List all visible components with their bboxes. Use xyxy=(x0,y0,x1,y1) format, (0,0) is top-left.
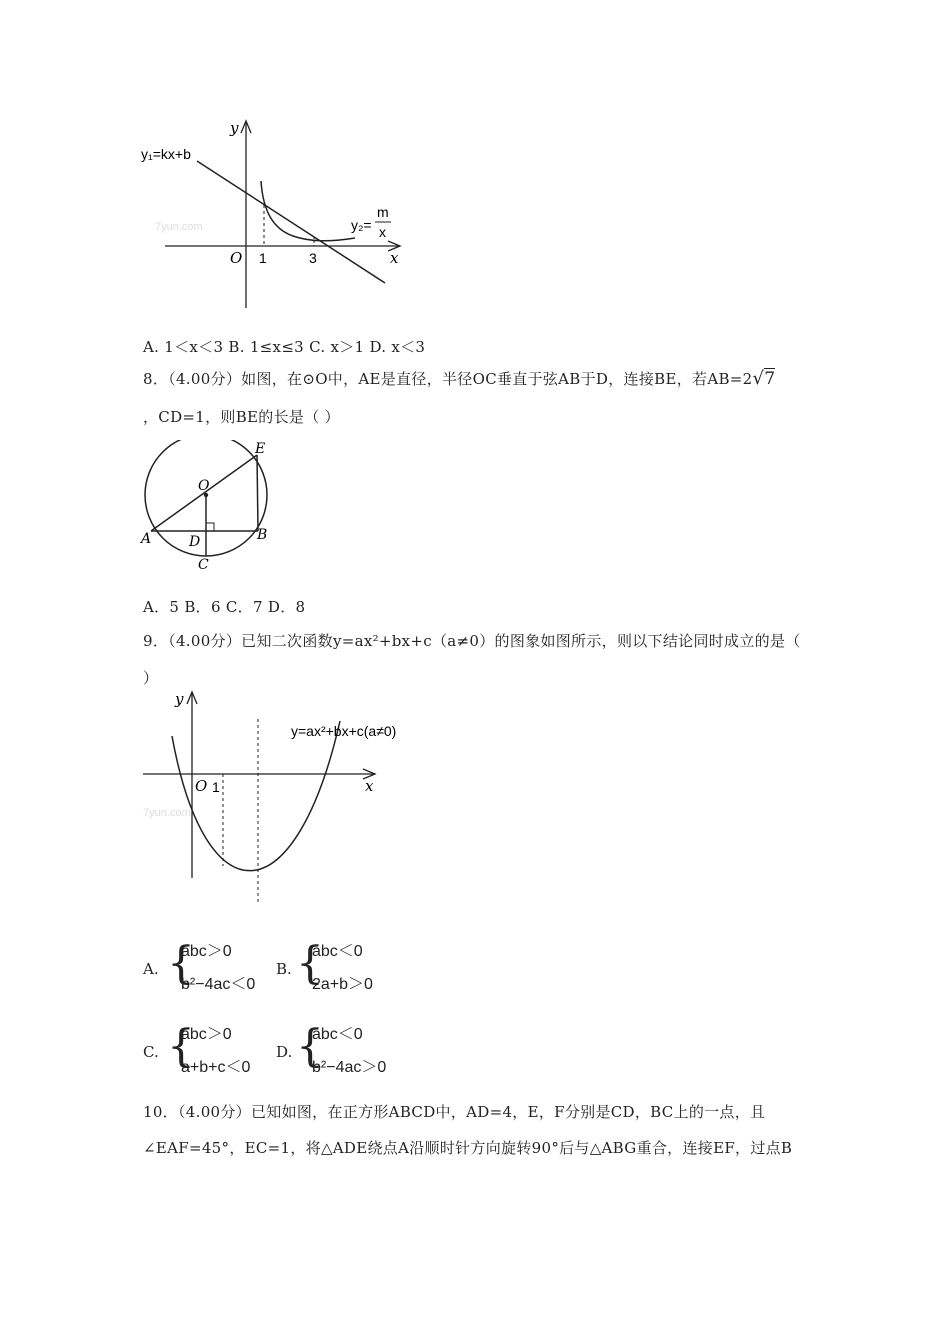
origin-label: O xyxy=(230,249,243,267)
parabola xyxy=(172,721,340,871)
label-d: D xyxy=(189,534,201,550)
tick-3-label: 3 xyxy=(309,250,317,266)
option-label: D. xyxy=(276,1043,293,1061)
brace-icon: { xyxy=(296,1021,324,1072)
option-row2: b²−4ac＜0 xyxy=(181,976,256,993)
brace-icon: { xyxy=(167,1021,195,1072)
brace-icon: { xyxy=(167,938,195,989)
label-b: B xyxy=(257,527,268,543)
curve-label: y=ax²+bx+c(a≠0) xyxy=(291,723,397,739)
q7-options: A. 1＜x＜3 B. 1≤x≤3 C. x＞1 D. x＜3 xyxy=(143,338,426,356)
option-label: A. xyxy=(143,960,159,978)
q7-figure xyxy=(135,115,415,315)
label-e: E xyxy=(255,441,266,457)
label-o: O xyxy=(198,478,210,494)
y-axis-label: y xyxy=(175,690,184,708)
option-row1: abc＜0 xyxy=(312,1026,363,1043)
watermark: 7yun.com xyxy=(143,807,191,819)
q10-stem-line2: ∠EAF=45°，EC=1，将△ADE绕点A沿顺时针方向旋转90°后与△ABG重合，连接EF，过点B xyxy=(143,1139,793,1157)
option-row1: abc＜0 xyxy=(312,943,363,960)
q8-stem-line1 xyxy=(143,368,775,389)
q9-figure xyxy=(135,688,405,908)
y-axis-label: y xyxy=(230,119,239,137)
label-a: A xyxy=(141,531,152,547)
curve-y2-label: y₂= xyxy=(351,217,372,233)
q9-option-a xyxy=(143,938,283,998)
brace-icon: { xyxy=(296,938,324,989)
curve-y2-denominator: x xyxy=(379,224,386,240)
option-row2: b²−4ac＞0 xyxy=(312,1059,387,1076)
label-c: C xyxy=(198,557,209,573)
option-label: B. xyxy=(276,960,292,978)
q8-stem-line2: ，CD=1，则BE的长是（ ） xyxy=(143,408,340,426)
q8-stem-text: 8．（4.00分）如图，在⊙O中，AE是直径，半径OC垂直于弦AB于D，连接BE，若AB=2 xyxy=(143,370,753,388)
q10-stem-line1: 10．（4.00分）已知如图，在正方形ABCD中，AD=4，E，F分别是CD，BC上的一点，且 xyxy=(143,1103,766,1121)
option-row1: abc＞0 xyxy=(181,1026,232,1043)
sqrt-value: 7 xyxy=(764,369,776,389)
curve-y2-numerator: m xyxy=(377,204,389,220)
tick-1-label: 1 xyxy=(259,250,267,266)
x-axis-label: x xyxy=(365,777,374,795)
right-angle-mark xyxy=(206,523,214,531)
option-row2: 2a+b＞0 xyxy=(312,976,373,993)
q9-option-d xyxy=(276,1021,416,1081)
x-axis-label: x xyxy=(390,249,399,267)
watermark: 7yun.com xyxy=(155,221,203,233)
tick-1-label: 1 xyxy=(212,779,220,795)
option-label: C. xyxy=(143,1043,159,1061)
q9-stem-line2: ） xyxy=(143,669,159,687)
q9-option-c xyxy=(143,1021,283,1081)
line-y1-label: y₁=kx+b xyxy=(141,146,191,162)
q8-figure xyxy=(135,440,285,575)
sqrt-symbol: √ xyxy=(752,368,765,389)
q8-options: A．5 B．6 C．7 D．8 xyxy=(143,598,306,616)
option-row1: abc＞0 xyxy=(181,943,232,960)
option-row2: a+b+c＜0 xyxy=(181,1059,251,1076)
origin-label: O xyxy=(195,777,208,795)
segment-be xyxy=(257,455,258,531)
q9-stem-line1: 9．（4.00分）已知二次函数y=ax²+bx+c（a≠0）的图象如图所示，则以下结论同时成立的是（ xyxy=(143,632,801,650)
q9-option-b xyxy=(276,938,396,998)
